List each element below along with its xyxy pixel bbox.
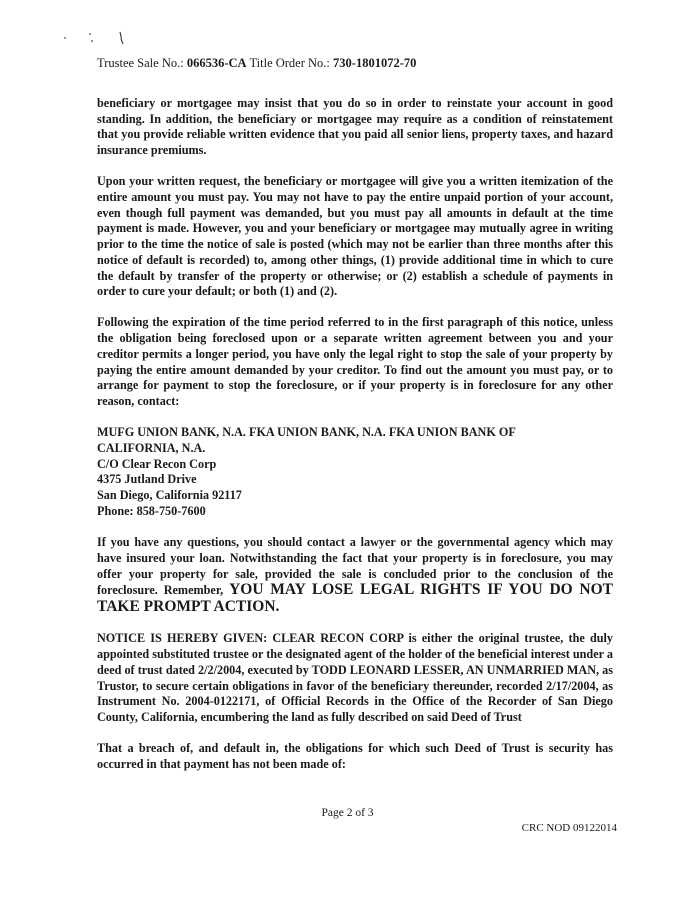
- document-body: [97, 96, 613, 788]
- paragraph-questions: [97, 535, 613, 616]
- contact-address-block: [97, 425, 613, 519]
- trustee-sale-label: Trustee Sale No.:: [97, 56, 184, 70]
- scan-speck-marks: [62, 28, 142, 54]
- contact-line-bank: MUFG UNION BANK, N.A. FKA UNION BANK, N.A. FKA UNION BANK OF: [97, 425, 516, 440]
- paragraph-reinstatement: beneficiary or mortgagee may insist that you do so in order to reinstate your account in good standing. In addition, the beneficiary or mortgagee may require as a condition of reinstatement that you provide reliable written evidence that you paid all senior liens, property taxes, and hazard insurance premiums.: [97, 96, 613, 158]
- contact-line-bank-cont: CALIFORNIA, N.A.: [97, 440, 206, 455]
- paragraph-expiration: Following the expiration of the time period referred to in the first paragraph of this notice, unless the obligation being foreclosed upon or a separate written agreement between you and your creditor permits a longer period, you have only the legal right to stop the sale of your property by paying the entire amount demanded by your creditor. To find out the amount you must pay, or to arrange for payment to stop the foreclosure, or if your property is in foreclosure for any other reason, contact:: [97, 315, 613, 408]
- paragraph-breach: That a breach of, and default in, the obligations for which such Deed of Trust is security has occurred in that payment has not been made of:: [97, 741, 613, 771]
- paragraph-itemization: Upon your written request, the beneficiary or mortgagee will give you a written itemization of the entire amount you must pay. You may not have to pay the entire unpaid portion of your account, even though full payment was demanded, but you must pay all amounts in default at the time payment is made. However, you and your beneficiary or mortgagee may mutually agree in writing prior to the time the notice of sale is posted (which may not be earlier than three months after this notice of default is recorded) to, among other things, (1) provide additional time in which to cure the default by transfer of the property or otherwise; or (2) establish a schedule of payments in order to cure your default; or both (1) and (2).: [97, 174, 613, 299]
- paragraph-notice-given: NOTICE IS HEREBY GIVEN: CLEAR RECON CORP is either the original trustee, the duly appointed substituted trustee or the designated agent of the holder of the beneficial interest under a deed of trust dated 2/2/2004, executed by TODD LEONARD LESSER, AN UNMARRIED MAN, as Trustor, to secure certain obligations in favor of the beneficiary thereunder, recorded 2/17/2004, as Instrument No. 2004-0122171, of Official Records in the Office of the Recorder of San Diego County, California, encumbering the land as fully described on said Deed of Trust: [97, 631, 613, 724]
- document-header: [97, 56, 416, 71]
- page-number: Page 2 of 3: [321, 807, 374, 819]
- title-order-label: Title Order No.:: [249, 56, 330, 70]
- form-code: CRC NOD 09122014: [521, 822, 617, 834]
- contact-line-city: San Diego, California 92117: [97, 487, 242, 502]
- title-order-number: 730-1801072-70: [333, 56, 417, 70]
- contact-line-street: 4375 Jutland Drive: [97, 472, 197, 487]
- contact-line-phone: Phone: 858-750-7600: [97, 503, 206, 518]
- legal-rights-warning: YOU MAY LOSE LEGAL RIGHTS IF YOU DO NOT TAKE PROMPT ACTION.: [97, 581, 614, 616]
- trustee-sale-number: 066536-CA: [186, 56, 247, 70]
- contact-line-care-of: C/O Clear Recon Corp: [97, 456, 217, 471]
- questions-text: If you have any questions, you should contact a lawyer or the governmental agency which may have insured your loan. Notwithstanding the fact that your property is in foreclosure, you may offer your property for sale, provided the sale is concluded prior to the conclusion of the foreclosure. Remember,: [97, 535, 613, 598]
